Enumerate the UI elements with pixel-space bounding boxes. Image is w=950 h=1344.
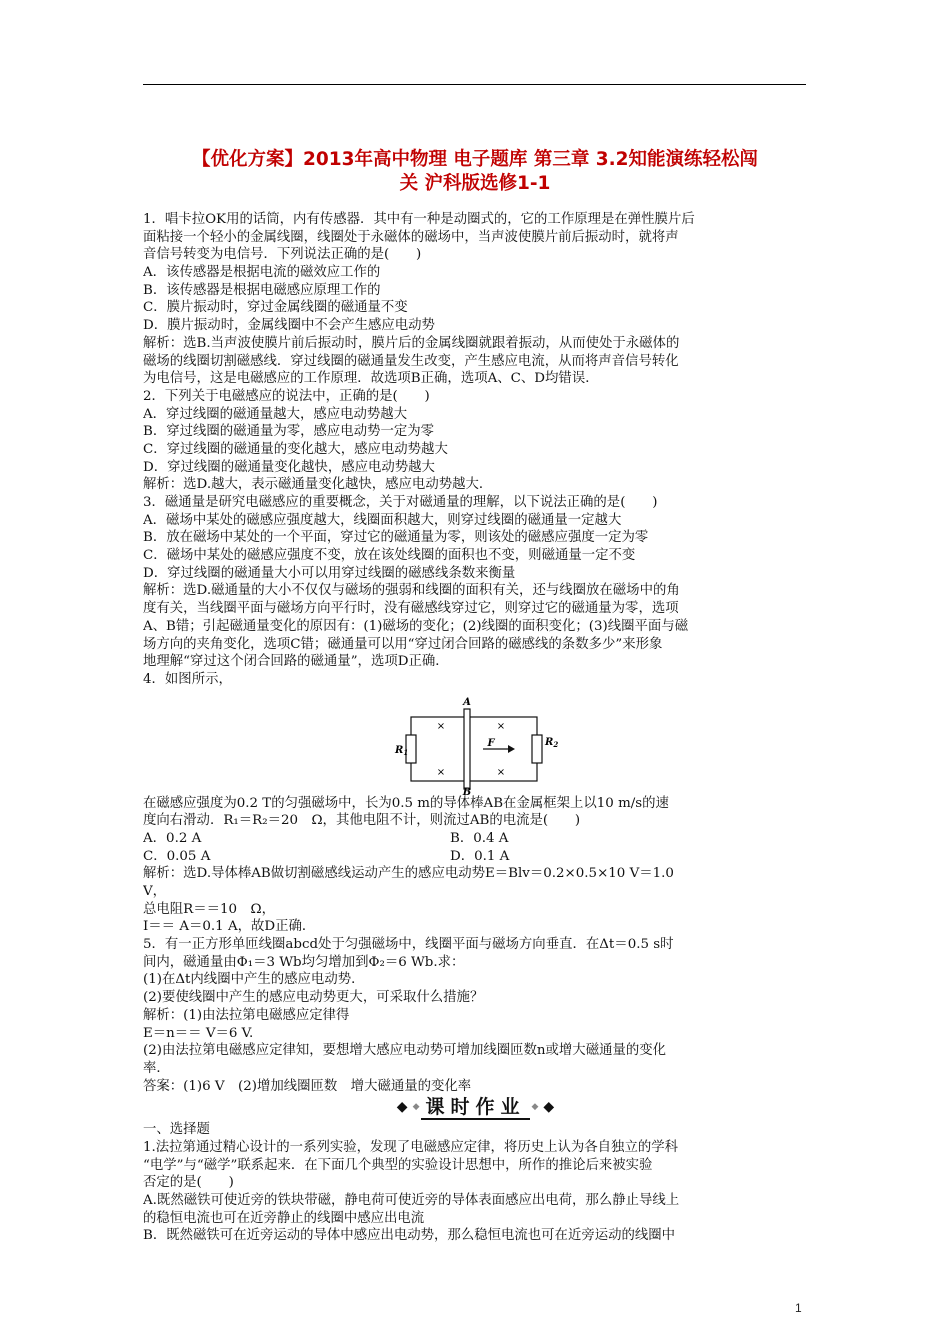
dot-icon: ◆ (412, 1102, 420, 1113)
field-cross: × (436, 720, 446, 732)
label-r2-letter: R (545, 736, 554, 748)
option-b: B．0.4 A (450, 830, 509, 846)
text-line: D．穿过线圈的磁通量大小可以用穿过线圈的磁感线条数来衡量 (143, 565, 516, 581)
text-line: 磁场的线圈切割磁感线．穿过线圈的磁通量发生改变，产生感应电流，从而将声音信号转化 (143, 353, 679, 369)
text-line: B．穿过线圈的磁通量为零，感应电动势一定为零 (143, 424, 435, 440)
text-line: 3．磁通量是研究电磁感应的重要概念，关于对磁通量的理解，以下说法正确的是( ) (143, 495, 658, 510)
banner-title: 课时作业 (421, 1096, 529, 1120)
label-r1-letter: R (395, 744, 404, 756)
text-line: 1.法拉第通过精心设计的一系列实验，发现了电磁感应定律，将历史上认为各自独立的学科 (143, 1139, 679, 1155)
text-line: A．该传感器是根据电流的磁效应工作的 (143, 265, 381, 281)
label-r2 (544, 737, 558, 749)
options-row-2 (143, 848, 808, 866)
text-line: 解析：(1)由法拉第电磁感应定律得 (143, 1007, 350, 1023)
text-line: 5．有一正方形单匝线圈abcd处于匀强磁场中，线圈平面与磁场方向垂直．在Δt＝0.5 s时 (143, 937, 674, 953)
text-line: 度有关，当线圈平面与磁场方向平行时，没有磁感线穿过它，则穿过它的磁通量为零，选项 (143, 601, 679, 617)
dot-icon: ◆ (531, 1102, 539, 1113)
text-line: E＝n＝＝ V＝6 V. (143, 1025, 254, 1041)
field-cross: × (496, 766, 506, 778)
text-line: 面粘接一个轻小的金属线圈，线圈处于永磁体的磁场中，当声波使膜片前后振动时，就将声 (143, 229, 679, 245)
text-line: “电学”与“磁学”联系起来．在下面几个典型的实验设计思想中，所作的推论后来被实验 (143, 1157, 653, 1173)
text-line: V， (143, 884, 167, 899)
questions-block-1 (143, 211, 808, 689)
text-line: 2．下列关于电磁感应的说法中，正确的是( ) (143, 388, 430, 404)
text-line: D．膜片振动时，金属线圈中不会产生感应电动势 (143, 318, 435, 334)
text-line: (2)由法拉第电磁感应定律知，要想增大感应电动势可增加线圈匝数n或增大磁通量的变化 (143, 1043, 667, 1059)
diamond-icon: ◆ (396, 1099, 408, 1116)
text-line: 场方向的夹角变化，选项C错；磁通量可以用“穿过闭合回路的磁感线的条数多少”来形象 (143, 636, 663, 652)
field-cross: × (496, 720, 506, 732)
questions-block-2 (143, 865, 808, 1095)
label-r1-sub: 1 (403, 747, 409, 757)
text-line: 否定的是( ) (143, 1175, 234, 1191)
text-line: C．膜片振动时，穿过金属线圈的磁通量不变 (143, 300, 408, 316)
page-number: 1 (795, 1301, 802, 1315)
label-a: A (463, 696, 471, 708)
text-line: A.既然磁铁可使近旁的铁块带磁，静电荷可使近旁的导体表面感应出电荷，那么静止导线上 (143, 1193, 680, 1208)
options-row-1 (143, 830, 808, 848)
frame-rect (411, 717, 537, 781)
text-line: B．放在磁场中某处的一个平面，穿过它的磁通量为零，则该处的磁感应强度一定为零 (143, 530, 649, 546)
section-banner (143, 1096, 808, 1120)
label-b: B (462, 786, 472, 795)
text-line: 的稳恒电流也可在近旁静止的线圈中感应出电流 (143, 1210, 425, 1226)
text-line: A、B错；引起磁通量变化的原因有：(1)磁场的变化；(2)线圈的面积变化；(3)线圈平面与磁 (143, 618, 689, 634)
title-line-1: 【优化方案】2013年高中物理 电子题库 第三章 3.2知能演练轻松闯 (191, 149, 759, 170)
text-line: (2)要使线圈中产生的感应电动势更大，可采取什么措施？ (143, 990, 484, 1006)
force-arrow-head (508, 745, 515, 753)
text-line: 1．唱卡拉OK用的话筒，内有传感器．其中有一种是动圈式的，它的工作原理是在弹性膜片后 (143, 212, 695, 227)
option-a: A．0.2 A (143, 830, 202, 846)
text-line: B．该传感器是根据电磁感应原理工作的 (143, 282, 381, 298)
title-line-2: 关 沪科版选修1-1 (399, 173, 551, 194)
text-line: B．既然磁铁可在近旁运动的导体中感应出电动势，那么稳恒电流也可在近旁运动的线圈中 (143, 1228, 676, 1244)
field-cross: × (436, 766, 446, 778)
text-line: 解析：选D.越大，表示磁通量变化越快，感应电动势越大． (143, 477, 493, 493)
text-line: 在磁感应强度为0.2 T的匀强磁场中，长为0.5 m的导体棒AB在金属框架上以10 m/s的速 (143, 795, 669, 811)
text-line: 解析：选D.磁通量的大小不仅仅与磁场的强弱和线圈的面积有关，还与线圈放在磁场中的角 (143, 583, 680, 599)
text-line: 率． (143, 1060, 170, 1076)
text-line: 为电信号，这是电磁感应的工作原理．故选项B正确，选项A、C、D均错误． (143, 371, 599, 387)
text-line: 间内，磁通量由Φ₁＝3 Wb均匀增加到Φ₂＝6 Wb.求： (143, 954, 465, 970)
question-4-text (143, 795, 808, 830)
circuit-figure (393, 695, 563, 795)
diamond-icon: ◆ (543, 1099, 555, 1116)
header-rule (143, 84, 806, 85)
label-r2-sub: 2 (553, 739, 559, 749)
option-d: D．0.1 A (450, 848, 510, 864)
text-line: 一、选择题 (143, 1122, 210, 1138)
text-line: 总电阻R＝＝10 Ω， (143, 901, 275, 917)
resistor-r2 (532, 735, 542, 763)
text-line: D．穿过线圈的磁通量变化越快，感应电动势越大 (143, 459, 435, 475)
text-line: 4．如图所示， (143, 671, 232, 687)
text-line: 音信号转变为电信号．下列说法正确的是( ) (143, 247, 422, 263)
text-line: A．穿过线圈的磁通量越大，感应电动势越大 (143, 406, 408, 422)
text-line: I＝＝ A＝0.1 A，故D正确． (143, 919, 316, 935)
text-line: C．磁场中某处的磁感应强度不变，放在该处线圈的面积也不变，则磁通量一定不变 (143, 548, 636, 564)
option-c: C．0.05 A (143, 848, 211, 864)
text-line: 答案：(1)6 V (2)增加线圈匝数 增大磁通量的变化率 (143, 1078, 472, 1094)
text-line: 解析：选D.导体棒AB做切割磁感线运动产生的感应电动势E＝Blv＝0.2×0.5×10 V＝1.0 (143, 866, 674, 882)
exercise-block (143, 1121, 808, 1245)
document-body (143, 211, 808, 1245)
text-line: 地理解“穿过这个闭合回路的磁通量”，选项D正确． (143, 654, 449, 670)
label-f: F (487, 737, 495, 749)
text-line: A．磁场中某处的磁感应强度越大，线圈面积越大，则穿过线圈的磁通量一定越大 (143, 512, 622, 528)
conductor-rod-ab (464, 709, 470, 789)
document-title (140, 148, 810, 196)
text-line: 度向右滑动．R₁＝R₂＝20 Ω，其他电阻不计，则流过AB的电流是( ) (143, 813, 581, 829)
text-line: (1)在Δt内线圈中产生的感应电动势． (143, 972, 365, 988)
text-line: C．穿过线圈的磁通量的变化越大，感应电动势越大 (143, 441, 448, 457)
circuit-diagram (393, 695, 563, 795)
text-line: 解析：选B.当声波使膜片前后振动时，膜片后的金属线圈就跟着振动，从而使处于永磁体的 (143, 335, 680, 351)
